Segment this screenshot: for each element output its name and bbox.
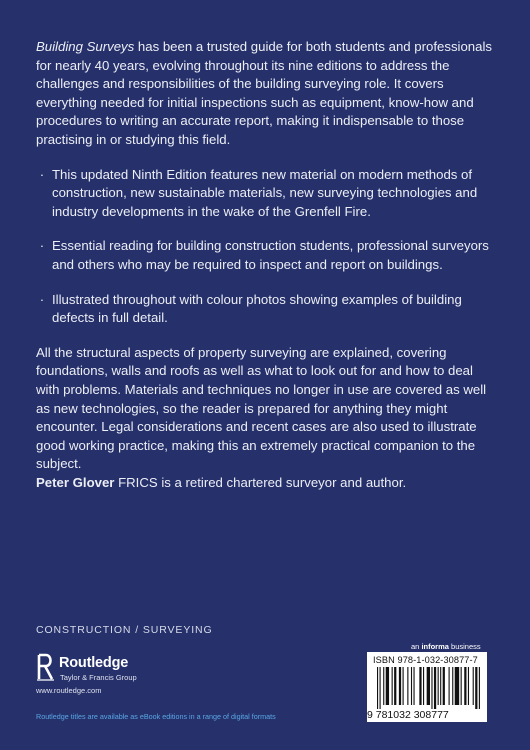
ebook-availability-note: Routledge titles are available as eBook editions in a range of digital formats (36, 712, 276, 721)
informa-suffix: business (448, 642, 481, 651)
barcode-bar (455, 667, 459, 705)
structural-paragraph: All the structural aspects of property surveying are explained, covering foundations, walls and roofs as well as what to look out for and how to deal with problems. Materials and techniques no longer in use are covered as well as new technologies, so the reader is prepared for anything they might encounter. Legal considerations and recent cases are also used to illustrate good working practice, making this an extremely practical companion to the subject. (36, 344, 487, 472)
barcode-bar (475, 667, 477, 709)
author-credentials: FRICS is a retired chartered surveyor and author. (114, 474, 407, 490)
barcode-bar (413, 667, 414, 705)
book-title-italic: Building Surveys (36, 39, 135, 54)
author-name: Peter Glover (36, 474, 115, 490)
informa-brand: informa (421, 642, 449, 651)
barcode-bar (392, 667, 393, 705)
barcode-bar (452, 667, 453, 705)
routledge-r-logo-icon (36, 653, 56, 681)
feature-item (36, 166, 496, 222)
barcode-bar (423, 667, 424, 705)
intro-paragraph (36, 38, 496, 150)
intro-text: has been a trusted guide for both students and professionals for nearly 40 years, evolving throughout its nine editions to address the challenges and responsibilities of the building surveying role. It covers everything needed for initial inspections such as equipment, know-how and procedures to writing an accurate report, making it indispensable to those practising in or studying this field. (36, 39, 493, 147)
feature-text: This updated Ninth Edition features new material on modern methods of construction, new sustainable materials, new surveying technologies and industry developments in the wake of the Grenfell Fire. (52, 166, 478, 219)
barcode-bar (377, 667, 378, 709)
barcode-digits: 9 781032 308777 (367, 709, 449, 721)
publisher-url: www.routledge.com (36, 686, 102, 695)
barcode-bar (440, 667, 441, 705)
barcode-bar (427, 667, 430, 705)
publisher-name: Routledge (59, 655, 129, 671)
feature-text: Illustrated throughout with colour photos showing examples of building defects in full detail. (52, 291, 462, 326)
barcode-bar (443, 667, 445, 705)
bullet-icon: · (39, 238, 45, 254)
subject-category: CONSTRUCTION / SURVEYING (36, 624, 213, 636)
author-bio (36, 474, 496, 493)
barcode-bar (399, 667, 401, 705)
bullet-icon: · (39, 166, 45, 182)
barcode-bar (386, 667, 389, 705)
publisher-group: Taylor & Francis Group (60, 673, 137, 682)
barcode-bar (383, 667, 384, 705)
blurb-text (36, 38, 496, 492)
feature-item (36, 291, 496, 328)
barcode-bar (461, 667, 462, 705)
informa-business-mark (411, 642, 481, 651)
isbn-barcode (367, 652, 487, 722)
informa-prefix: an (411, 642, 422, 651)
barcode-bar (438, 667, 439, 705)
barcode-bar (419, 667, 421, 705)
barcode-bar (434, 667, 436, 709)
bullet-icon: · (39, 291, 45, 307)
barcode-bar (403, 667, 404, 705)
publisher-block (36, 653, 216, 693)
barcode-bars (375, 667, 481, 709)
feature-list (36, 166, 496, 328)
barcode-bar (411, 667, 412, 705)
feature-item (36, 237, 496, 274)
barcode-bar (449, 667, 450, 705)
barcode-bar (407, 667, 408, 705)
barcode-bar (431, 667, 432, 709)
barcode-bar (479, 667, 480, 709)
barcode-bar (468, 667, 469, 705)
barcode-bar (473, 667, 474, 705)
barcode-bar (464, 667, 466, 705)
barcode-bar (380, 667, 381, 709)
isbn-number: ISBN 978-1-032-30877-7 (373, 655, 478, 665)
feature-text: Essential reading for building construction students, professional surveyors and others who may be required to inspect and report on buildings. (52, 238, 489, 272)
barcode-bar (394, 667, 396, 705)
